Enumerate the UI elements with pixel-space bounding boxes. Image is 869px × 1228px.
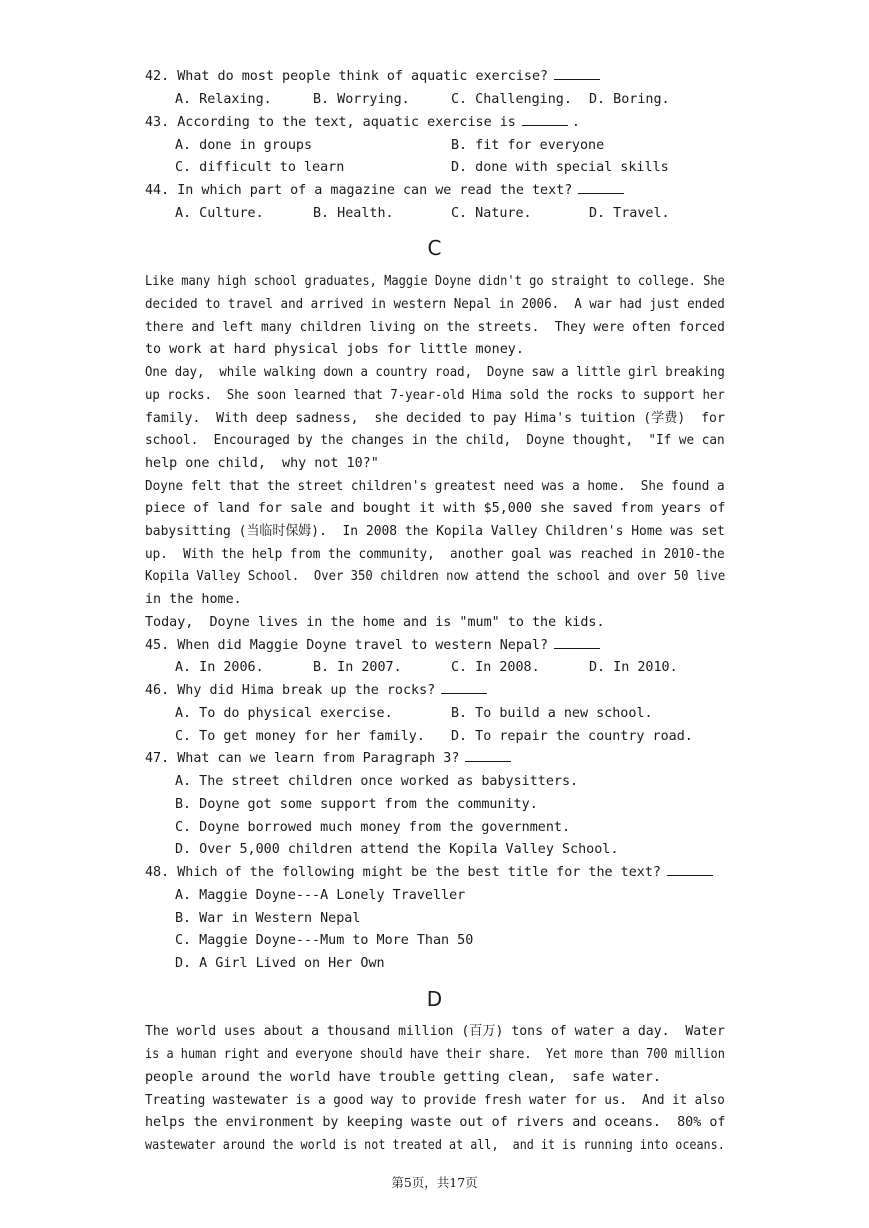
question-48-stem: 48. Which of the following might be the best title for the text?: [145, 865, 661, 880]
passage-d-line: people around the world have trouble getting clean, safe water.: [145, 1070, 661, 1085]
option-c: C. To get money for her family.: [175, 729, 425, 744]
answer-blank: [554, 636, 600, 649]
option-d: D. In 2010.: [589, 660, 678, 675]
passage-c-line: up. With the help from the community, another goal was reached in 2010-the: [145, 547, 725, 562]
option-a: A. done in groups: [175, 138, 313, 153]
option-a: A. In 2006.: [175, 660, 264, 675]
option-d: D. A Girl Lived on Her Own: [175, 956, 385, 971]
answer-blank: [441, 681, 487, 694]
option-b: B. In 2007.: [313, 660, 402, 675]
passage-c-line: to work at hard physical jobs for little money.: [145, 342, 524, 357]
answer-blank: [522, 113, 568, 126]
question-42-stem: 42. What do most people think of aquatic exercise?: [145, 69, 549, 84]
option-d: D. Boring.: [589, 92, 670, 107]
passage-d-line: helps the environment by keeping waste out of rivers and oceans. 80% of: [145, 1115, 726, 1130]
passage-c-line: there and left many children living on the streets. They were often forced: [145, 320, 725, 335]
question-46: [145, 680, 725, 703]
passage-c-line: Like many high school graduates, Maggie Doyne didn't go straight to college. She: [145, 274, 725, 289]
passage-c-line: up rocks. She soon learned that 7-year-old Hima sold the rocks to support her: [145, 388, 725, 403]
option-c: C. Maggie Doyne---Mum to More Than 50: [175, 933, 474, 948]
option-a: A. Culture.: [175, 206, 264, 221]
passage-d-line: Treating wastewater is a good way to provide fresh water for us. And it also: [145, 1093, 725, 1108]
option-d: D. Over 5,000 children attend the Kopila Valley School.: [175, 842, 619, 857]
option-b: B. Worrying.: [313, 92, 410, 107]
passage-c-line: Doyne felt that the street children's greatest need was a home. She found a: [145, 479, 725, 494]
page-number-footer: 第5页，共17页: [391, 1175, 478, 1190]
question-46-stem: 46. Why did Hima break up the rocks?: [145, 683, 436, 698]
option-b: B. fit for everyone: [451, 138, 605, 153]
option-b: B. Health.: [313, 206, 394, 221]
option-a: A. Maggie Doyne---A Lonely Traveller: [175, 888, 466, 903]
option-a: A. To do physical exercise.: [175, 706, 393, 721]
option-d: D. Travel.: [589, 206, 670, 221]
question-43: [145, 112, 725, 135]
passage-c-line: school. Encouraged by the changes in the child, Doyne thought, "If we can: [145, 433, 725, 448]
question-45: [145, 635, 725, 658]
option-b: B. Doyne got some support from the community.: [175, 797, 538, 812]
passage-c-line: help one child, why not 10?": [145, 456, 379, 471]
option-c: C. Nature.: [451, 206, 532, 221]
option-c: C. Challenging.: [451, 92, 572, 107]
option-b: B. War in Western Nepal: [175, 911, 361, 926]
passage-c-line: piece of land for sale and bought it with $5,000 she saved from years of: [145, 501, 726, 516]
passage-c-line: One day, while walking down a country road, Doyne saw a little girl breaking: [145, 365, 725, 380]
answer-blank: [667, 863, 713, 876]
answer-blank: [578, 181, 624, 194]
question-45-stem: 45. When did Maggie Doyne travel to western Nepal?: [145, 638, 549, 653]
option-c: C. difficult to learn: [175, 160, 345, 175]
question-47-stem: 47. What can we learn from Paragraph 3?: [145, 751, 460, 766]
question-44-stem: 44. In which part of a magazine can we read the text?: [145, 183, 573, 198]
passage-c-line: in the home.: [145, 592, 242, 607]
question-42: [145, 66, 725, 89]
passage-c-line: decided to travel and arrived in western Nepal in 2006. A war had just ended: [145, 297, 725, 312]
question-44: [145, 180, 725, 203]
answer-blank: [465, 749, 511, 762]
option-d: D. done with special skills: [451, 160, 669, 175]
section-heading-c: C: [427, 236, 442, 260]
section-heading-d: D: [426, 987, 443, 1011]
passage-d-line: wastewater around the world is not treated at all, and it is running into oceans.: [145, 1138, 725, 1153]
passage-c-line: Today, Doyne lives in the home and is "mum" to the kids.: [145, 615, 605, 630]
question-48: [145, 862, 725, 885]
passage-c-line: family. With deep sadness, she decided to pay Hima's tuition (学费) for: [145, 411, 725, 426]
passage-c-line: Kopila Valley School. Over 350 children now attend the school and over 50 live: [145, 569, 726, 584]
answer-blank: [554, 67, 600, 80]
question-43-stem-end: .: [571, 115, 580, 130]
option-a: A. Relaxing.: [175, 92, 272, 107]
passage-c-line: babysitting (当临时保姆). In 2008 the Kopila Valley Children's Home was set: [145, 524, 725, 539]
option-d: D. To repair the country road.: [451, 729, 693, 744]
passage-d-line: is a human right and everyone should have their share. Yet more than 700 million: [145, 1047, 725, 1062]
option-b: B. To build a new school.: [451, 706, 653, 721]
question-47: [145, 748, 725, 771]
passage-d-line: The world uses about a thousand million (百万) tons of water a day. Water: [145, 1024, 725, 1039]
option-c: C. In 2008.: [451, 660, 540, 675]
option-a: A. The street children once worked as babysitters.: [175, 774, 579, 789]
option-c: C. Doyne borrowed much money from the government.: [175, 820, 571, 835]
question-43-stem: 43. According to the text, aquatic exercise is: [145, 115, 516, 130]
